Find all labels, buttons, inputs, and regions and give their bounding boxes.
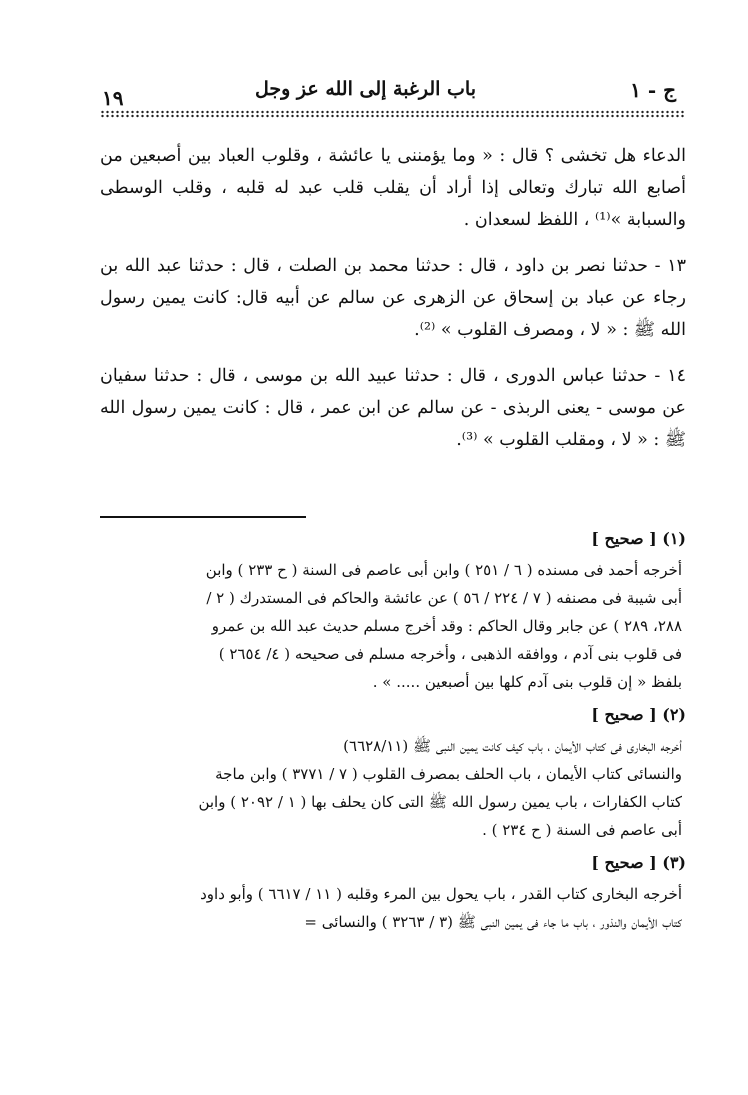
footnote-1-head: (١) [ صحيح ]: [591, 529, 686, 548]
volume-label: ج - ١: [630, 78, 676, 102]
main-text: [100, 140, 686, 456]
paragraph-continuation: الدعاء هل تخشى ؟ قال : « وما يؤمننى يا عائشة ، وقلوب العباد بين أصبعين من أصابع الله تبارك وتعالى إذا أراد أن يقلب قلب عبد له قلبه ، وقلب الوسطى والسبابة »⁽¹⁾ ، اللفظ لسعدان .: [100, 146, 686, 230]
footnote-2-head: (٢) [ صحيح ]: [591, 705, 686, 724]
footnotes: [100, 524, 686, 940]
footnote-line: بلفظ « إن قلوب بنى آدم كلها بين أصبعين ..... » .: [372, 673, 682, 691]
footnote-line: والنسائى كتاب الأيمان ، باب الحلف بمصرف القلوب ( ٧ / ٣٧٧١ ) وابن ماجة: [215, 765, 682, 783]
footnote-line: كتاب الأيمان والنذور ، باب ما جاء فى يمين النبى ﷺ (٣ / ٣٢٦٣ ) والنسائى =: [304, 913, 682, 931]
footnote-line: أبى عاصم فى السنة ( ح ٢٣٤ ) .: [482, 821, 682, 839]
footnote-line: أخرجه البخارى كتاب القدر ، باب يحول بين المرء وقلبه ( ١١ / ٦٦١٧ ) وأبو داود: [200, 885, 682, 903]
footnote-line: أبى شيبة فى مصنفه ( ٧ / ٢٢٤ / ٥٦ ) عن عائشة والحاكم فى المستدرك ( ٢ /: [206, 589, 682, 607]
book-page: [100, 62, 686, 931]
hadith-14: ١٤ - حدثنا عباس الدورى ، قال : حدثنا عبيد الله بن موسى ، قال : حدثنا سفيان عن موسى - يعنى الربذى - عن سالم عن ابن عمر ، قال : كانت يمين رسول الله ﷺ : « لا ، ومقلب القلوب » ⁽³⁾.: [100, 366, 686, 450]
footnote-line: كتاب الكفارات ، باب يمين رسول الله ﷺ التى كان يحلف بها ( ١ / ٢٠٩٢ ) وابن: [198, 793, 682, 811]
chapter-title: باب الرغبة إلى الله عز وجل: [254, 78, 476, 100]
footnote-separator: [100, 516, 306, 518]
hadith-13: ١٣ - حدثنا نصر بن داود ، قال : حدثنا محمد بن الصلت ، قال : حدثنا عبد الله بن رجاء عن عباد بن إسحاق عن الزهرى عن سالم عن أبيه قال: كانت يمين رسول الله ﷺ : « لا ، ومصرف القلوب » ⁽²⁾.: [100, 256, 686, 340]
footnote-line: أخرجه أحمد فى مسنده ( ٦ / ٢٥١ ) وابن أبى عاصم فى السنة ( ح ٢٣٣ ) وابن: [205, 561, 682, 579]
footnote-3-head: (٣) [ صحيح ]: [591, 853, 686, 872]
page-number: ١٩: [102, 86, 124, 110]
footnote-line: ٢٨٨، ٢٨٩ ) عن جابر وقال الحاكم : وقد أخرج مسلم حديث عبد الله بن عمرو: [211, 617, 682, 635]
footnote-1-body: [100, 556, 682, 696]
footnote-3-body: [100, 880, 682, 936]
footnote-2-body: [100, 732, 682, 844]
running-header: [100, 62, 686, 110]
footnote-line: أخرجه البخارى فى كتاب الأيمان ، باب كيف كانت يمين النبى ﷺ (٦٦٢٨/١١): [343, 737, 682, 755]
footnote-line: فى قلوب بنى آدم ، ووافقه الذهبى ، وأخرجه مسلم فى صحيحه ( ٤/ ٢٦٥٤ ): [218, 645, 682, 663]
dotted-header-rule: [100, 110, 686, 118]
